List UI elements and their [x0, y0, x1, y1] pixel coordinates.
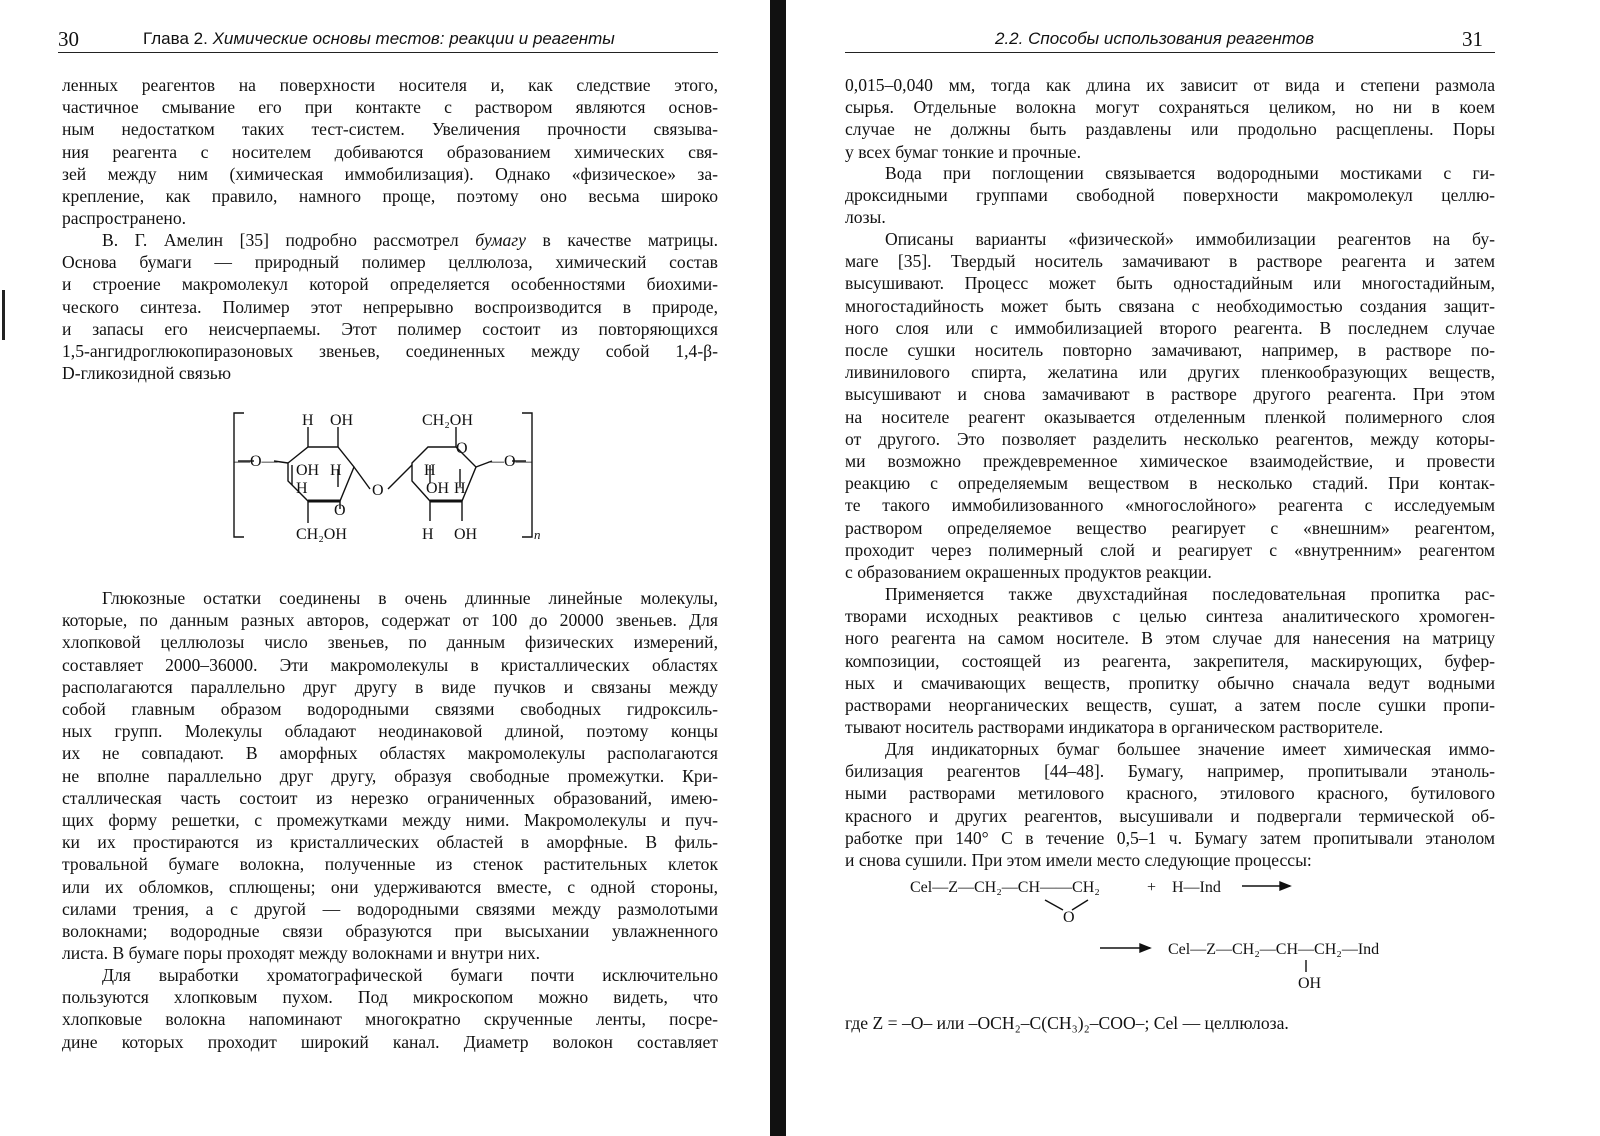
- cellulose-structure: [230, 405, 550, 555]
- text-line: Вода при поглощении связывается водородными мостиками с ги-: [885, 163, 1495, 183]
- section-header: [995, 29, 1314, 49]
- left-para-2: [62, 229, 718, 384]
- text-line: красного и других реагентов, высушивали и подвергали термической об-: [845, 805, 1495, 826]
- right-para-3: [845, 228, 1495, 583]
- right-para-4: [845, 583, 1495, 738]
- reaction-epoxide-o: O: [1063, 909, 1075, 926]
- left-para-4: [62, 964, 718, 1053]
- text-line: которые, по данным разных авторов, содержат от 100 до 20000 звеньев. Для: [62, 610, 718, 631]
- text-line: и снова сушили. При этом имели место следующие процессы:: [845, 850, 1312, 871]
- left-para-1: [62, 74, 718, 229]
- reaction-product-oh: OH: [1298, 975, 1322, 992]
- text-line: силами трения, а с другой — водородными связями между размолотыми: [62, 898, 718, 919]
- text-line: Основа бумаги — природный полимер целлюлоза, химический состав: [62, 252, 718, 273]
- text-line: ческого синтеза. Полимер этот непрерывно воспроизводится в природе,: [62, 296, 718, 317]
- cell-label-o-right: —O—: [488, 453, 532, 470]
- text-line: растворами неорганических веществ, сушат, а затем после сушки пропи-: [845, 695, 1495, 716]
- text-line: дине которых проходит широкий канал. Диаметр волокон составляет: [62, 1031, 718, 1052]
- text-line: дроксидными группами свободной поверхности макромолекул целлю-: [845, 185, 1495, 206]
- text-line: ным недостатком таких тест-систем. Увеличения прочности связыва-: [62, 119, 718, 140]
- reaction-scheme: [850, 878, 1430, 1008]
- text-line: ливинилового спирта, желатина или других пленкообразующих веществ,: [845, 362, 1495, 383]
- cellulose-svg: [230, 405, 550, 555]
- text-line: и строение макромолекул которой определяется особенностями биохими-: [62, 274, 718, 295]
- text-line: ки их простираются из кристаллических областей в аморфные. В филь-: [62, 832, 718, 853]
- right-para-2: [845, 162, 1495, 229]
- text-line: у всех бумаг тонкие и прочные.: [845, 141, 1081, 162]
- text-line: ных групп. Молекулы обладают неодинаковой длиной, поэтому концы: [62, 721, 718, 742]
- text-line: располагаются параллельно друг другу в виде пучков и связаны между: [62, 676, 718, 697]
- cell-label-h3: H: [296, 480, 308, 497]
- text-line: высушивают. Процесс может быть одностадийным или многостадийным,: [845, 273, 1495, 294]
- left-page: [0, 0, 770, 1136]
- cell-label-ring-o1: O: [334, 502, 346, 519]
- cell-label-h1: H: [302, 412, 314, 429]
- left-para-3: [62, 587, 718, 964]
- text-line: тровальной бумаге волокна, полученные из стенок растительных клеток: [62, 854, 718, 875]
- text-line: сталлическая часть состоит из нерезко ограниченных образований, имею-: [62, 787, 718, 808]
- text-line: крепление, как правило, намного проще, поэтому оно весьма широко: [62, 186, 718, 207]
- text-line: пользуются хлопковым пухом. Под микроскопом можно видеть, что: [62, 987, 718, 1008]
- text-line: те такого иммобилизованного «многослойного» реагента с исследуемым: [845, 495, 1495, 516]
- text-line: реакцию с определяемым веществом в несколько стадий. При контак-: [845, 473, 1495, 494]
- para2-italic: бумагу: [475, 230, 526, 250]
- text-line: не вполне параллельно друг другу, образуя свободные промежутки. Кри-: [62, 765, 718, 786]
- right-page-header: [845, 22, 1495, 53]
- right-para-5: [845, 738, 1495, 871]
- right-para-1: [845, 74, 1495, 163]
- text-line: D-гликозидной связью: [62, 363, 231, 384]
- cell-label-oh4: OH: [426, 480, 450, 497]
- para2-start: В. Г. Амелин [35] подробно рассмотрел: [102, 230, 476, 250]
- chapter-header: [143, 29, 615, 49]
- text-line: сырья. Отдельные волокна могут сохраняться целиком, но ни в коем: [845, 97, 1495, 118]
- text-line: творами исходных реактивов с целью синтеза аналитического хромоген-: [845, 606, 1495, 627]
- text-line: с образованием окрашенных продуктов реакции.: [845, 562, 1212, 583]
- text-line: листа. В бумаге поры проходят между волокнами и внутри них.: [62, 943, 541, 964]
- cell-label-oh1: OH: [330, 412, 354, 429]
- text-line: 1,5-ангидроглюкопиразоновых звеньев, соединенных между собой 1,4-β-: [62, 341, 718, 362]
- right-page: [790, 0, 1600, 1136]
- reaction-product: Cel—Z—CH₂—CH—CH₂—Ind: [1168, 941, 1380, 958]
- text-line: Для индикаторных бумаг большее значение имеет химическая иммо-: [885, 739, 1495, 759]
- cell-label-oh2: OH: [296, 462, 320, 479]
- text-line: щих форму решетки, с промежутками между ними. Макромолекулы и пуч-: [62, 810, 718, 831]
- text-line: или их обломков, сплющены; они удерживаются вместе, с одной стороны,: [62, 876, 718, 897]
- cell-label-bridge-o: O: [372, 482, 384, 499]
- cell-label-h2: H: [330, 462, 342, 479]
- book-spine: [770, 0, 786, 1136]
- left-page-header: [58, 22, 718, 53]
- text-line: маге [35]. Твердый носитель замачивают в растворе реагента и затем: [845, 251, 1495, 272]
- chapter-label: Глава 2.: [143, 29, 208, 48]
- text-line: высушивают и снова замачивают в растворе другого реагента. При этом: [845, 384, 1495, 405]
- text-line: зей между ним (химическая иммобилизация). Однако «физическое» за-: [62, 163, 718, 184]
- cell-label-h5: H: [454, 480, 466, 497]
- cell-label-o-left: —O—: [234, 453, 278, 470]
- cell-label-ring-o2: O: [456, 440, 468, 457]
- margin-mark: [2, 290, 5, 340]
- text-line: от другого. Это позволяет разделить несколько реагентов, между которы-: [845, 428, 1495, 449]
- text-line: Применяется также двухстадийная последовательная пропитка рас-: [885, 584, 1495, 604]
- text-line: раствором определяемое вещество реагирует с «внешним» реагентом,: [845, 517, 1495, 538]
- text-line: и запасы его неисчерпаемы. Этот полимер состоит из повторяющихся: [62, 318, 718, 339]
- chapter-title: Химические основы тестов: реакции и реагенты: [212, 29, 615, 48]
- text-line: ными растворами метилового красного, этилового красного, бутилового: [845, 783, 1495, 804]
- reaction-footnote: [845, 1012, 1495, 1034]
- text-line: хлопковые волокна напоминают многократно скрученные ленты, посре-: [62, 1009, 718, 1030]
- cell-label-h6: H: [424, 462, 436, 479]
- para2-end: в качестве матрицы.: [525, 230, 718, 250]
- text-line: волокнами; водородные связи образуются при высыхании увлажненного: [62, 921, 718, 942]
- text-line: составляет 2000–36000. Эти макромолекулы в кристаллических областях: [62, 654, 718, 675]
- text-line: ного реагента на самом носителе. В этом случае для нанесения на матрицу: [845, 628, 1495, 649]
- text-line: 0,015–0,040 мм, тогда как длина их зависит от вида и степени размола: [845, 75, 1495, 95]
- text-line: многостадийность может быть связана с необходимостью создания защит-: [845, 295, 1495, 316]
- page-number-right: 31: [1462, 27, 1483, 51]
- text-line: ных и смачивающих веществ, пропитку обычно сначала ведут водными: [845, 672, 1495, 693]
- reaction-svg: [850, 878, 1430, 1008]
- page-number-left: 30: [58, 27, 79, 51]
- cell-label-ch2oh2: CH₂OH: [296, 526, 347, 543]
- text-line: случае не должны быть раздавлены или продольно расщеплены. Поры: [845, 119, 1495, 140]
- text-line: билизация реагентов [44–48]. Бумагу, например, пропитывали этаноль-: [845, 761, 1495, 782]
- text-line: проходит через полимерный слой и реагирует с «внутренним» реагентом: [845, 539, 1495, 560]
- text-line: Глюкозные остатки соединены в очень длинные линейные молекулы,: [102, 588, 718, 608]
- cell-label-oh3: OH: [454, 526, 478, 543]
- text-line: хлопковой целлюлозы число звеньев, по данным физических измерений,: [62, 632, 718, 653]
- cell-label-n: n: [534, 527, 541, 542]
- text-line: их не совпадают. В аморфных областях макромолекулы располагаются: [62, 743, 718, 764]
- text-line: ния реагента с носителем добиваются образованием химических свя-: [62, 141, 718, 162]
- cell-label-ch2oh1: CH₂OH: [422, 412, 473, 429]
- text-line: лозы.: [845, 207, 886, 228]
- text-line-first: [62, 229, 718, 251]
- footnote-text: где Z = –O– или –OCH₂–C(CH₃)₂–COO–; Cel — целлюлоза.: [845, 1013, 1289, 1033]
- section-title: 2.2. Способы использования реагентов: [995, 29, 1315, 48]
- text-line: частичное смывание его при контакте с раствором являются основ-: [62, 97, 718, 118]
- text-line: Для выработки хроматографической бумаги почти исключительно: [102, 965, 718, 985]
- text-line: ленных реагентов на поверхности носителя и, как следствие этого,: [62, 75, 718, 95]
- text-line: Описаны варианты «физической» иммобилизации реагентов на бу-: [885, 229, 1495, 249]
- reaction-plus: +: [1147, 879, 1157, 896]
- text-line: работке при 140° С в течение 0,5–1 ч. Бумагу затем пропитывали этанолом: [845, 827, 1495, 848]
- text-line: на носителе реагент оказывается отделенным пленкой полимерного слоя: [845, 406, 1495, 427]
- text-line: собой главным образом водородными связями свободных гидроксиль-: [62, 699, 718, 720]
- text-line: ного слоя или с иммобилизацией второго реагента. В последнем случае: [845, 317, 1495, 338]
- text-line: после сушки носитель повторно замачивают, например, в растворе по-: [845, 340, 1495, 361]
- reaction-reagent: H—Ind: [1172, 879, 1221, 896]
- text-line: ми возможно преждевременное химическое взаимодействие, и провести: [845, 451, 1495, 472]
- text-line: композиции, состоящей из реагента, закрепителя, маскирующих, буфер-: [845, 650, 1495, 671]
- text-line: тывают носитель растворами индикатора в органическом растворителе.: [845, 717, 1384, 738]
- cell-label-h4: H: [422, 526, 434, 543]
- text-line: распространено.: [62, 208, 187, 229]
- reaction-reactant: Cel—Z—CH₂—CH——CH₂: [910, 879, 1100, 896]
